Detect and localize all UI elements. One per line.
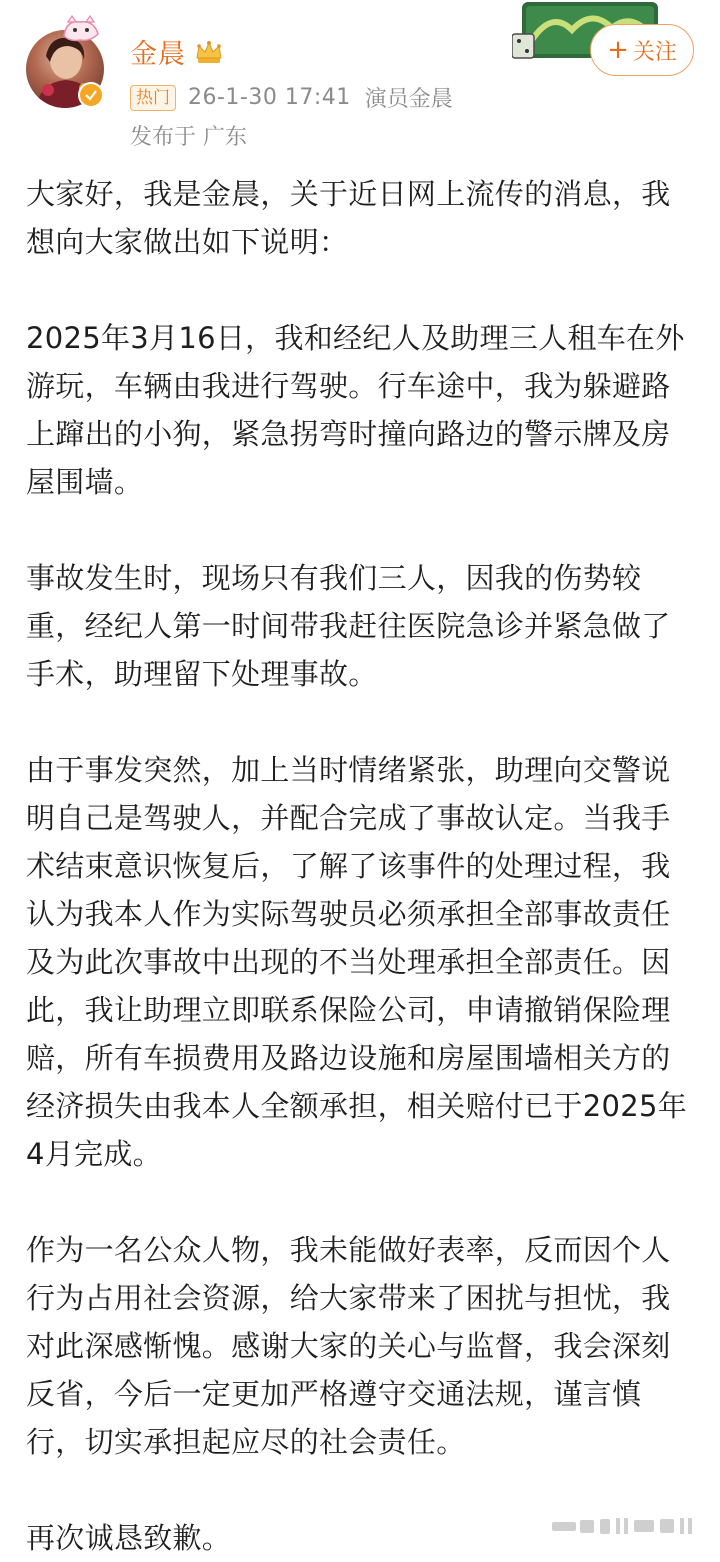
crown-icon	[194, 39, 224, 65]
avatar-frame-decoration-icon	[60, 14, 102, 44]
user-name[interactable]: 金晨	[130, 39, 186, 70]
verified-badge-icon	[78, 82, 104, 108]
post-header	[0, 0, 720, 160]
plus-icon: +	[607, 35, 629, 65]
hot-tag-badge[interactable]: 热门	[130, 85, 176, 111]
user-name-row	[130, 32, 224, 71]
post-paragraph: 由于事发突然，加上当时情绪紧张，助理向交警说明自己是驾驶人，并配合完成了事故认定。当我手术结束意识恢复后，了解了该事件的处理过程，我认为我本人作为实际驾驶员必须承担全部事故责任及为此次事故中出现的不当处理承担全部责任。因此，我让助理立即联系保险公司，申请撤销保险理赔，所有车损费用及路边设施和房屋围墙相关方的经济损失由我本人全额承担，相关赔付已于2025年4月完成。	[26, 753, 688, 1171]
post-paragraph: 事故发生时，现场只有我们三人，因我的伤势较重，经纪人第一时间带我赶往医院急诊并紧急做了手术，助理留下处理事故。	[26, 561, 671, 691]
post-location: 发布于 广东	[130, 125, 247, 150]
post-source[interactable]: 演员金晨	[364, 87, 453, 112]
watermark	[552, 1516, 702, 1536]
post-paragraph: 大家好，我是金晨，关于近日网上流传的消息，我想向大家做出如下说明：	[26, 177, 671, 259]
post-content	[26, 170, 698, 1562]
follow-label: 关注	[632, 39, 677, 65]
post-paragraph: 作为一名公众人物，我未能做好表率，反而因个人行为占用社会资源，给大家带来了困扰与担忧，我对此深感惭愧。感谢大家的关心与监督，我会深刻反省，今后一定更加严格遵守交通法规，谨言慎行，切实承担起应尽的社会责任。	[26, 1233, 671, 1459]
post-timestamp: 26-1-30 17:41	[188, 85, 351, 110]
post-paragraph: 2025年3月16日，我和经纪人及助理三人租车在外游玩，车辆由我进行驾驶。行车途中，我为躲避路上蹿出的小狗，紧急拐弯时撞向路边的警示牌及房屋围墙。	[26, 321, 685, 499]
follow-button[interactable]	[590, 24, 694, 76]
post-meta	[130, 82, 453, 113]
post-paragraph: 再次诚恳致歉。	[26, 1521, 232, 1555]
